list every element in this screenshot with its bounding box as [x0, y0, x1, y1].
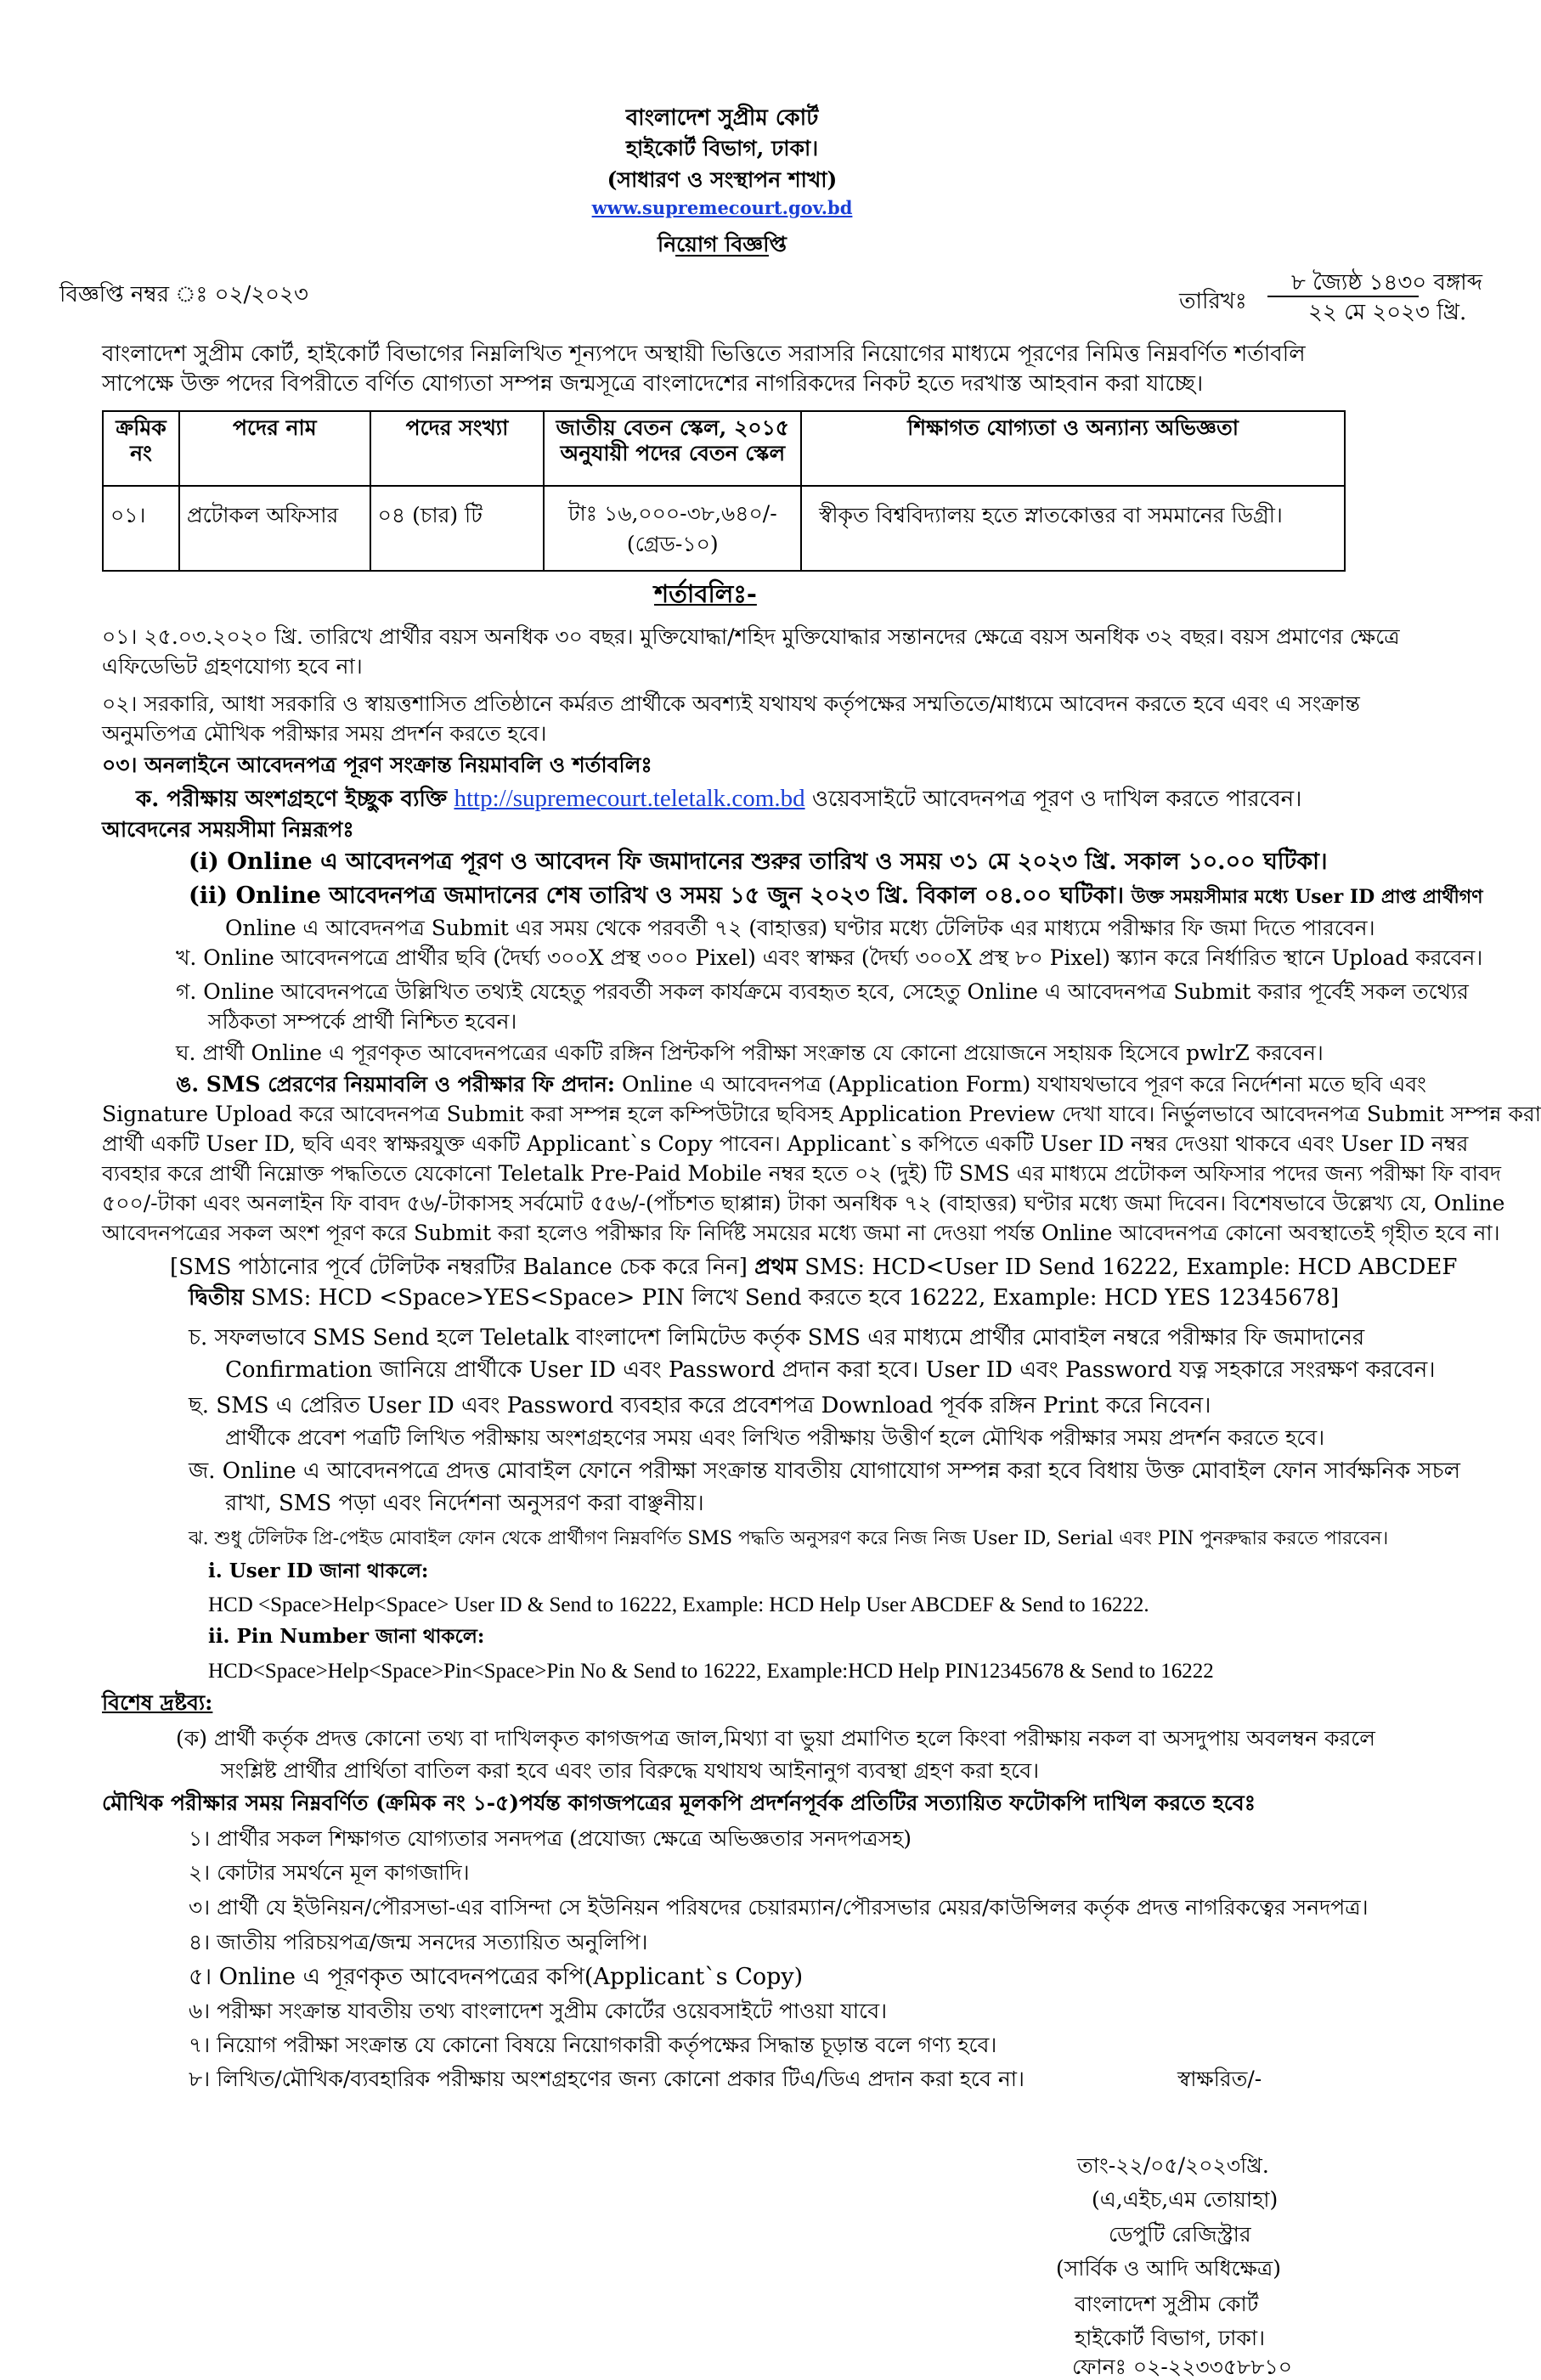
viva-item-2: ২। কোটার সমর্থনে মূল কাগজাদি। [189, 1860, 470, 1885]
cell-serial: ০১। [103, 486, 179, 571]
intro-line-2: সাপেক্ষে উক্ত পদের বিপরীতে বর্ণিত যোগ্যতা সম্পন্ন জন্মসূত্রে বাংলাদেশের নাগরিকদের নিকট হতে দরখাস্ত আহবান করা যাচ্ছে। [102, 371, 1204, 397]
item-cha-line-1: চ. সফলভাবে SMS Send হলে Teletalk বাংলাদেশ লিমিটেড কর্তৃক SMS এর মাধ্যমে প্রার্থীর মোবাইল নম্বরে পরীক্ষার ফি জমাদানের [189, 1325, 1365, 1351]
date-english: ২২ মে ২০২৩ খ্রি. [1308, 300, 1467, 325]
section-name: (সাধারণ ও সংস্থাপন শাখা) [607, 167, 838, 192]
item-umo-line-6: আবেদনপত্রের সকল অংশ পূরণ করে Submit করা হলেও পরীক্ষার ফি নির্দিষ্ট সময়ের মধ্যে জমা না দেওয়া পর্যন্ত Online আবেদনপত্র কোনো অবস্থাতেই গৃহীত হবে না। [102, 1221, 1500, 1245]
item-ja-line-2: রাখা, SMS পড়া এবং নির্দেশনা অনুসরণ করা বাঞ্ছনীয়। [225, 1491, 704, 1516]
teletalk-link[interactable]: http://supremecourt.teletalk.com.bd [454, 785, 805, 812]
signatory-designation: ডেপুটি রেজিস্ট্রার [1109, 2222, 1251, 2247]
signatory-org: বাংলাদেশ সুপ্রীম কোর্ট [1075, 2292, 1259, 2316]
sms-first-text: SMS: HCD<User ID Send 16222, Example: HCD ABCDEF [804, 1255, 1458, 1280]
condition-02-line-1: ০২। সরকারি, আধা সরকারি ও স্বায়ত্তশাসিত প্রতিষ্ঠানে কর্মরত প্রার্থীকে অবশ্যই যথাযথ কর্তৃপক্ষের সম্মতিতে/মাধ্যমে আবেদন করতে হবে এবং এ সংক্রান্ত [102, 691, 1360, 716]
date-bangla: ৮ জ্যৈষ্ঠ ১৪৩০ বঙ্গাব্দ [1291, 270, 1482, 296]
special-ka-line-1: (ক) প্রার্থী কর্তৃক প্রদত্ত কোনো তথ্য বা দাখিলকৃত কাগজপত্র জাল,মিথ্যা বা ভুয়া প্রমাণিত হলে কিংবা পরীক্ষায় নকল বা অসদুপায় অবলম্বন করলে [176, 1726, 1375, 1751]
special-heading: বিশেষ দ্রষ্টব্য: [102, 1690, 213, 1715]
table-row [103, 486, 1345, 571]
item-cha-line-2: Confirmation জানিয়ে প্রার্থীকে User ID এবং Password প্রদান করা হবে। User ID এবং Password যত্ন সহকারে সংরক্ষণ করবেন। [225, 1357, 1436, 1383]
viva-item-4: ৪। জাতীয় পরিচয়পত্র/জন্ম সনদের সত্যায়িত অনুলিপি। [189, 1930, 648, 1954]
schedule-end [189, 883, 1483, 910]
cell-scale: টাঃ ১৬,০০০-৩৮,৬৪০/- (গ্রেড-১০) [544, 486, 801, 571]
item-jha: ঝ. শুধু টেলিটক প্রি-পেইড মোবাইল ফোন থেকে প্রার্থীগণ নিম্নবর্ণিত SMS পদ্ধতি অনুসরণ করে নিজ নিজ User ID, Serial এবং PIN পুনরুদ্ধার করতে পারবেন। [189, 1528, 1389, 1549]
signatory-name: (এ,এইচ,এম তোয়াহা) [1092, 2187, 1279, 2212]
item-umo-title: ঙ. SMS প্রেরণের নিয়মাবলি ও পরীক্ষার ফি প্রদান: [176, 1072, 615, 1097]
intro-line-1: বাংলাদেশ সুপ্রীম কোর্ট, হাইকোর্ট বিভাগের নিম্নলিখিত শূন্যপদে অস্থায়ী ভিত্তিতে সরাসরি নিয়োগের মাধ্যমে পূরণের নিমিত্ত নিম্নবর্ণিত শর্তাবলি [102, 341, 1306, 367]
item-gha: ঘ. প্রার্থী Online এ পূরণকৃত আবেদনপত্রের একটি রঙ্গিন প্রিন্টকপি পরীক্ষা সংক্রান্ত যে কোনো প্রয়োজনে সহায়ক হিসেবে pwlrZ করবেন। [176, 1041, 1324, 1065]
viva-item-7: ৭। নিয়োগ পরীক্ষা সংক্রান্ত যে কোনো বিষয়ে নিয়োগকারী কর্তৃপক্ষের সিদ্ধান্ত চূড়ান্ত বলে গণ্য হবে। [189, 2033, 997, 2057]
item-ka [136, 786, 1301, 812]
item-ga-line-1: গ. Online আবেদনপত্রে উল্লিখিত তথ্যই যেহেতু পরবর্তী সকল কার্যক্রমে ব্যবহৃত হবে, সেহেতু Online এ আবেদনপত্র Submit করার পূর্বেই সকল তথ্যের [176, 979, 1469, 1004]
website-wrapper [0, 197, 1444, 218]
viva-item-5: ৫। Online এ পূরণকৃত আবেদনপত্রের কপি(Applicant`s Copy) [189, 1964, 804, 1990]
signature-date: তাং-২২/০৫/২০২৩খ্রি. [1077, 2153, 1269, 2178]
item-umo-line-3: প্রার্থী একটি User ID, ছবি এবং স্বাক্ষরযুক্ত একটি Applicant`s Copy পাবেন। Applicant`s কপিতে একটি User ID নম্বর দেওয়া থাকবে এবং User ID নম্বর [102, 1131, 1469, 1156]
sms-second [189, 1285, 1339, 1311]
item-kha: খ. Online আবেদনপত্রে প্রার্থীর ছবি (দৈর্ঘ্য ৩০০X প্রস্থ ৩০০ Pixel) এবং স্বাক্ষর (দৈর্ঘ্য ৩০০X প্রস্থ ৮০ Pixel) স্ক্যান করে নির্ধারিত স্থানে Upload করবেন। [176, 945, 1483, 970]
table-header-row [103, 411, 1345, 486]
signatory-phone: ফোনঃ ০২-২২৩৩৫৮৮১০ [1072, 2355, 1292, 2379]
sms-second-text: SMS: HCD <Space>YES<Space> PIN লিখে Send করতে হবে 16222, Example: HCD YES 12345678] [251, 1285, 1340, 1311]
schedule-end-note: উক্ত সময়সীমার মধ্যে User ID প্রাপ্ত প্রার্থীগণ [1131, 886, 1483, 908]
website-link[interactable]: www.supremecourt.gov.bd [591, 197, 853, 218]
viva-heading: মৌখিক পরীক্ষার সময় নিম্নবর্ণিত (ক্রমিক নং ১-৫)পর্যন্ত কাগজপত্রের মূলকপি প্রদর্শনপূর্বক প্রতিটির সত্যায়িত ফটোকপি দাখিল করতে হবেঃ [102, 1791, 1256, 1815]
posts-table [102, 410, 1346, 572]
user-id-heading: i. User ID জানা থাকলে: [208, 1559, 429, 1582]
item-ka-lead: ক. পরীক্ষায় অংশগ্রহণে ইচ্ছুক ব্যক্তি [136, 787, 448, 812]
schedule-start: (i) Online এ আবেদনপত্র পূরণ ও আবেদন ফি জমাদানের শুরুর তারিখ ও সময় ৩১ মে ২০২৩ খ্রি. সকাল ১০.০০ ঘটিকা। [189, 849, 1328, 875]
viva-item-6: ৬। পরীক্ষা সংক্রান্ত যাবতীয় তথ্য বাংলাদেশ সুপ্রীম কোর্টের ওয়েবসাইটে পাওয়া যাবে। [189, 1999, 888, 2023]
condition-01-line-2: এফিডেভিট গ্রহণযোগ্য হবে না। [102, 654, 363, 679]
item-umo-text: Online এ আবেদনপত্র (Application Form) যথাযথভাবে পূরণ করে নির্দেশনা মতে ছবি এবং [621, 1072, 1426, 1097]
signatory-jurisdiction: (সার্বিক ও আদি অধিক্ষেত্র) [1056, 2256, 1281, 2281]
item-chha-line-1: ছ. SMS এ প্রেরিত User ID এবং Password ব্যবহার করে প্রবেশপত্র Download পূর্বক রঙ্গিন Print করে নিবেন। [189, 1393, 1211, 1418]
title-underline [675, 255, 769, 257]
org-name: বাংলাদেশ সুপ্রীম কোর্ট [625, 105, 819, 131]
user-id-sms: HCD <Space>Help<Space> User ID & Send to 16222, Example: HCD Help User ABCDEF & Send to 16222. [208, 1593, 1149, 1616]
schedule-end-date: (ii) Online আবেদনপত্র জমাদানের শেষ তারিখ ও সময় ১৫ জুন ২০২৩ খ্রি. বিকাল ০৪.০০ ঘটিকা। [189, 883, 1124, 909]
notice-number: বিজ্ঞপ্তি নম্বর ঃ ০২/২০২৩ [59, 282, 308, 307]
item-ga-line-2: সঠিকতা সম্পর্কে প্রার্থী নিশ্চিত হবেন। [208, 1009, 517, 1034]
cell-count: ০৪ (চার) টি [370, 486, 545, 571]
sms-first-label: প্রথম [754, 1255, 798, 1280]
sms-first [170, 1255, 1457, 1280]
cell-qualification: স্বীকৃত বিশ্ববিদ্যালয় হতে স্নাতকোত্তর বা সমমানের ডিগ্রী। [801, 486, 1345, 571]
date-label: তারিখঃ [1179, 289, 1247, 314]
item-umo-line-2: Signature Upload করে আবেদনপত্র Submit করা সম্পন্ন হলে কম্পিউটারে ছবিসহ Application Preview দেখা যাবে। নির্ভুলভাবে আবেদনপত্র Submit সম্পন্ন করা [102, 1102, 1541, 1126]
conditions-heading: শর্তাবলিঃ- [654, 579, 757, 608]
sms-balance-note: [SMS পাঠানোর পূর্বে টেলিটক নম্বরটির Balance চেক করে নিন] [170, 1255, 748, 1280]
item-umo-line-4: ব্যবহার করে প্রার্থী নিম্নোক্ত পদ্ধতিতে যেকোনো Teletalk Pre-Paid Mobile নম্বর হতে ০২ (দুই) টি SMS এর মাধ্যমে প্রটোকল অফিসার পদের জন্য পরীক্ষা ফি বাবদ [102, 1161, 1501, 1186]
item-umo-line-5: ৫০০/-টাকা এবং অনলাইন ফি বাবদ ৫৬/-টাকাসহ সর্বমোট ৫৫৬/-(পাঁচশত ছাপ্পান্ন) টাকা অনধিক ৭২ (বাহাত্তর) ঘণ্টার মধ্যে জমা দিবেন। বিশেষভাবে উল্লেখ্য যে, Online [102, 1191, 1505, 1215]
pin-sms: HCD<Space>Help<Space>Pin<Space>Pin No & Send to 16222, Example:HCD Help PIN12345678 & Send to 16222 [208, 1660, 1214, 1683]
col-serial: ক্রমিক নং [103, 411, 179, 486]
schedule-fee-note: Online এ আবেদনপত্র Submit এর সময় থেকে পরবর্তী ৭২ (বাহাত্তর) ঘণ্টার মধ্যে টেলিটক এর মাধ্যমে পরীক্ষার ফি জমা দিতে পারবেন। [225, 916, 1375, 940]
item-chha-line-2: প্রার্থীকে প্রবেশ পত্রটি লিখিত পরীক্ষায় অংশগ্রহণের সময় এবং লিখিত পরীক্ষায় উত্তীর্ণ হলে মৌখিক পরীক্ষার সময় প্রদর্শন করতে হবে। [225, 1425, 1325, 1450]
viva-item-1: ১। প্রার্থীর সকল শিক্ষাগত যোগ্যতার সনদপত্র (প্রযোজ্য ক্ষেত্রে অভিজ্ঞতার সনদপত্রসহ) [189, 1826, 912, 1851]
special-ka-line-2: সংশ্লিষ্ট প্রার্থীর প্রার্থিতা বাতিল করা হবে এবং তার বিরুদ্ধে যথাযথ আইনানুগ ব্যবস্থা গ্রহণ করা হবে। [221, 1758, 1040, 1783]
notice-title: নিয়োগ বিজ্ঞপ্তি [658, 232, 787, 257]
item-ka-tail: ওয়েবসাইটে আবেদনপত্র পূরণ ও দাখিল করতে পারবেন। [811, 787, 1302, 812]
condition-03-heading: ০৩। অনলাইনে আবেদনপত্র পূরণ সংক্রান্ত নিয়মাবলি ও শর্তাবলিঃ [102, 753, 652, 777]
col-post: পদের নাম [179, 411, 370, 486]
item-umo-line-1 [176, 1072, 1426, 1097]
item-ja-line-1: জ. Online এ আবেদনপত্রে প্রদত্ত মোবাইল ফোনে পরীক্ষা সংক্রান্ত যাবতীয় যোগাযোগ সম্পন্ন করা হবে বিধায় উক্ত মোবাইল ফোন সার্বক্ষনিক সচল [189, 1458, 1461, 1484]
pin-heading: ii. Pin Number জানা থাকলে: [208, 1625, 485, 1648]
viva-item-8: ৮। লিখিত/মৌখিক/ব্যবহারিক পরীক্ষায় অংশগ্রহণের জন্য কোনো প্রকার টিএ/ডিএ প্রদান করা হবে না। [189, 2067, 1025, 2091]
signed-label: স্বাক্ষরিত/- [1177, 2067, 1262, 2091]
signatory-division: হাইকোর্ট বিভাগ, ঢাকা। [1075, 2326, 1266, 2350]
viva-item-3: ৩। প্রার্থী যে ইউনিয়ন/পৌরসভা-এর বাসিন্দা সে ইউনিয়ন পরিষদের চেয়ারম্যান/পৌরসভার মেয়র/কাউন্সিলর কর্তৃক প্রদত্ত নাগরিকত্বের সনদপত্র। [189, 1895, 1369, 1920]
col-qualification: শিক্ষাগত যোগ্যতা ও অন্যান্য অভিজ্ঞতা [801, 411, 1345, 486]
col-scale: জাতীয় বেতন স্কেল, ২০১৫ অনুযায়ী পদের বেতন স্কেল [544, 411, 801, 486]
division-name: হাইকোর্ট বিভাগ, ঢাকা। [625, 136, 819, 161]
sms-second-label: দ্বিতীয় [189, 1285, 245, 1311]
condition-01-line-1: ০১। ২৫.০৩.২০২০ খ্রি. তারিখে প্রার্থীর বয়স অনধিক ৩০ বছর। মুক্তিযোদ্ধা/শহিদ মুক্তিযোদ্ধার সন্তানদের ক্ষেত্রে বয়স অনধিক ৩২ বছর। বয়স প্রমাণের ক্ষেত্রে [102, 624, 1400, 649]
date-divider [1267, 296, 1419, 297]
condition-02-line-2: অনুমতিপত্র মৌখিক পরীক্ষার সময় প্রদর্শন করতে হবে। [102, 721, 547, 746]
schedule-heading: আবেদনের সময়সীমা নিম্নরূপঃ [102, 817, 354, 842]
cell-post: প্রটোকল অফিসার [179, 486, 370, 571]
col-count: পদের সংখ্যা [370, 411, 545, 486]
